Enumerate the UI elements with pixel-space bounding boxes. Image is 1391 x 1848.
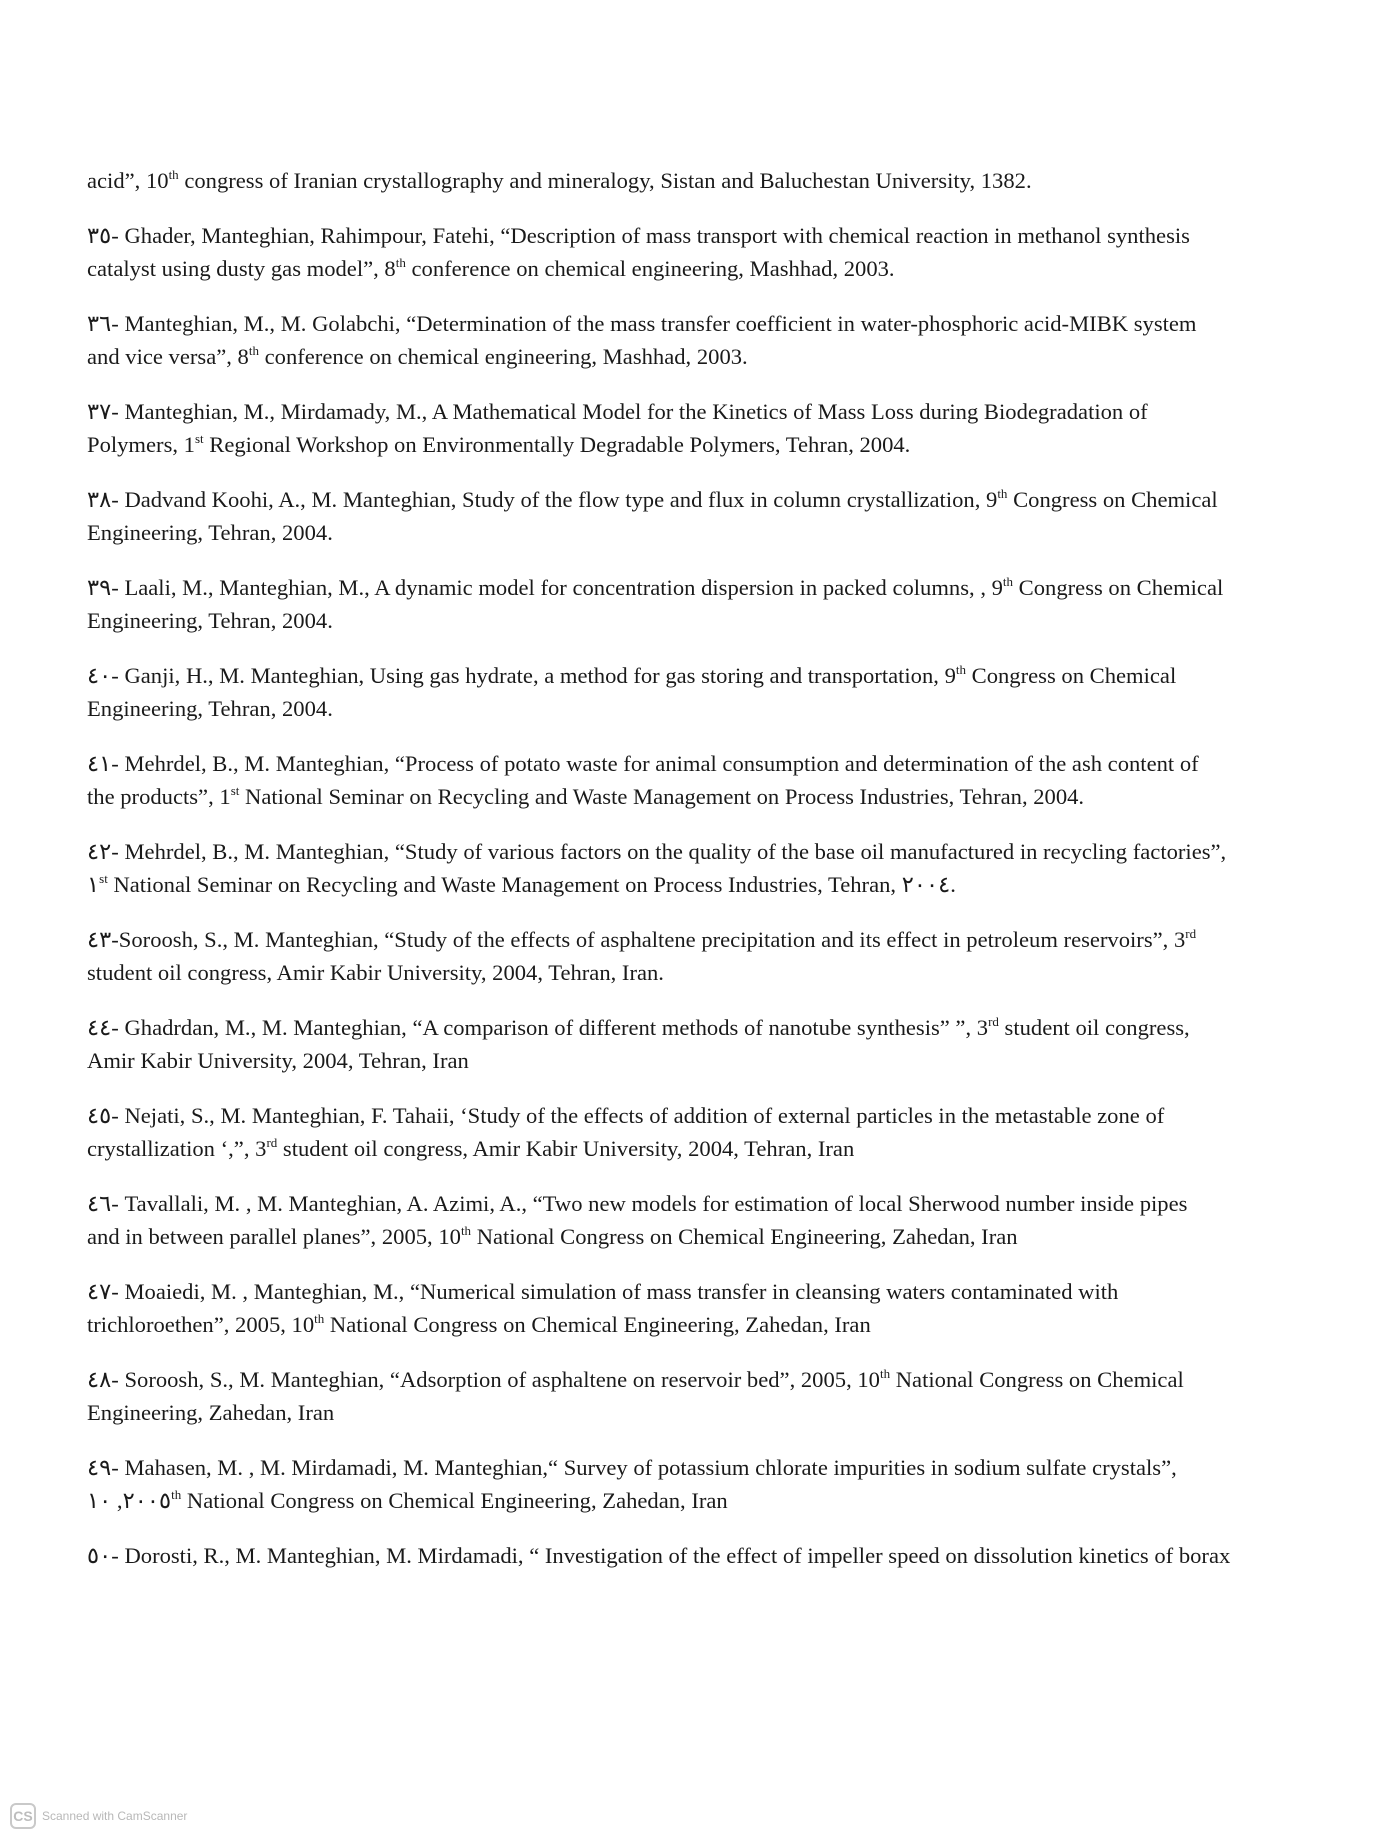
reference-entry — [87, 747, 1349, 813]
ordinal-suffix: st — [99, 871, 108, 886]
reference-text: Congress on Chemical — [1007, 487, 1218, 512]
reference-text: Congress on Chemical — [966, 663, 1177, 688]
reference-entry — [87, 1363, 1349, 1429]
reference-line — [87, 1363, 1349, 1396]
reference-text: ٣٥- Ghader, Manteghian, Rahimpour, Fatehi, “Description of mass transport with chemical reaction in methanol synthesis — [87, 223, 1190, 248]
reference-entry — [87, 219, 1349, 285]
reference-text: the products”, 1 — [87, 784, 231, 809]
reference-line — [87, 1044, 1349, 1077]
reference-line — [87, 780, 1349, 813]
ordinal-suffix: th — [955, 662, 966, 677]
document-page — [87, 164, 1349, 1594]
reference-entry — [87, 1451, 1349, 1517]
reference-text: ٣٩- Laali, M., Manteghian, M., A dynamic model for concentration dispersion in packed columns, , 9 — [87, 575, 1003, 600]
reference-text: and in between parallel planes”, 2005, 10 — [87, 1224, 461, 1249]
reference-text: Engineering, Tehran, 2004. — [87, 520, 333, 545]
reference-entry — [87, 571, 1349, 637]
reference-text: Regional Workshop on Environmentally Degradable Polymers, Tehran, 2004. — [203, 432, 911, 457]
scanner-watermark — [10, 1803, 187, 1829]
watermark-text: Scanned with CamScanner — [42, 1809, 188, 1823]
reference-entry — [87, 1275, 1349, 1341]
reference-line — [87, 307, 1349, 340]
camscanner-logo: CS — [10, 1803, 36, 1829]
reference-line — [87, 1099, 1349, 1132]
reference-text: ٤٩- Mahasen, M. , M. Mirdamadi, M. Manteghian,“ Survey of potassium chlorate impurities in sodium sulfate crystals”, — [87, 1455, 1177, 1480]
reference-text: catalyst using dusty gas model”, 8 — [87, 256, 396, 281]
reference-text: National Congress on Chemical Engineering, Zahedan, Iran — [324, 1312, 871, 1337]
reference-text: acid”, 10 — [87, 168, 169, 193]
reference-text: ٤٧- Moaiedi, M. , Manteghian, M., “Numerical simulation of mass transfer in cleansing waters contaminated with — [87, 1279, 1119, 1304]
reference-line — [87, 692, 1349, 725]
reference-text: ٤٠- Ganji, H., M. Manteghian, Using gas hydrate, a method for gas storing and transportation, 9 — [87, 663, 956, 688]
reference-line — [87, 923, 1349, 956]
reference-line — [87, 1187, 1349, 1220]
reference-line — [87, 395, 1349, 428]
reference-text: Engineering, Zahedan, Iran — [87, 1400, 335, 1425]
ordinal-suffix: st — [194, 431, 204, 446]
reference-text: National Congress on Chemical — [890, 1367, 1184, 1392]
reference-text: student oil congress, Amir Kabir University, 2004, Tehran, Iran. — [87, 960, 664, 985]
reference-text: ١ — [87, 872, 100, 897]
reference-text: student oil congress, Amir Kabir University, 2004, Tehran, Iran — [277, 1136, 855, 1161]
reference-line — [87, 516, 1349, 549]
ordinal-suffix: th — [1002, 574, 1014, 589]
reference-line — [87, 1484, 1349, 1517]
reference-text: ٣٧- Manteghian, M., Mirdamady, M., A Mathematical Model for the Kinetics of Mass Loss during Biodegradation of — [87, 399, 1148, 424]
reference-text: ٣٨- Dadvand Koohi, A., M. Manteghian, Study of the flow type and flux in column crystallization, 9 — [87, 487, 998, 512]
reference-line — [87, 1308, 1349, 1341]
reference-line — [87, 1396, 1349, 1429]
ordinal-suffix: th — [460, 1223, 472, 1238]
reference-text: National Seminar on Recycling and Waste Management on Process Industries, Tehran, ٢٠٠٤. — [107, 872, 956, 897]
ordinal-suffix: st — [230, 783, 240, 798]
ordinal-suffix: th — [168, 167, 179, 182]
reference-entry — [87, 307, 1349, 373]
reference-text: ٥٠- Dorosti, R., M. Manteghian, M. Mirdamadi, “ Investigation of the effect of impeller speed on dissolution kinetics of borax — [87, 1543, 1231, 1568]
reference-text: ٤٢- Mehrdel, B., M. Manteghian, “Study of various factors on the quality of the base oil manufactured in recycling factories”, — [87, 839, 1227, 864]
reference-entry — [87, 483, 1349, 549]
ordinal-suffix: th — [395, 255, 406, 270]
reference-line — [87, 340, 1349, 373]
reference-line — [87, 956, 1349, 989]
reference-text: ٤٨- Soroosh, S., M. Manteghian, “Adsorption of asphaltene on reservoir bed”, 2005, 10 — [87, 1367, 880, 1392]
reference-text: ٤٥- Nejati, S., M. Manteghian, F. Tahaii, ‘Study of the effects of addition of external particles in the metastable zone of — [87, 1103, 1165, 1128]
reference-entry — [87, 395, 1349, 461]
reference-line — [87, 164, 1349, 197]
ordinal-suffix: rd — [1185, 926, 1197, 941]
ordinal-suffix: rd — [988, 1014, 999, 1029]
reference-line — [87, 1275, 1349, 1308]
reference-entry — [87, 1539, 1349, 1572]
reference-text: conference on chemical engineering, Mashhad, 2003. — [258, 344, 748, 369]
ordinal-suffix: th — [314, 1311, 325, 1326]
reference-line — [87, 1539, 1349, 1572]
reference-text: Amir Kabir University, 2004, Tehran, Iran — [87, 1048, 469, 1073]
reference-text: ٤١- Mehrdel, B., M. Manteghian, “Process of potato waste for animal consumption and determination of the ash content of — [87, 751, 1199, 776]
reference-entry — [87, 659, 1349, 725]
reference-text: National Congress on Chemical Engineering, Zahedan, Iran — [471, 1224, 1018, 1249]
reference-text: ٤٣-Soroosh, S., M. Manteghian, “Study of the effects of asphaltene precipitation and its effect in petroleum reservoirs”, 3 — [87, 927, 1186, 952]
ordinal-suffix: rd — [266, 1135, 278, 1150]
reference-line — [87, 428, 1349, 461]
reference-line — [87, 571, 1349, 604]
reference-line — [87, 1451, 1349, 1484]
reference-text: National Congress on Chemical Engineering, Zahedan, Iran — [181, 1488, 728, 1513]
ordinal-suffix: th — [171, 1487, 182, 1502]
reference-entry — [87, 923, 1349, 989]
reference-text: Congress on Chemical — [1013, 575, 1224, 600]
reference-text: National Seminar on Recycling and Waste Management on Process Industries, Tehran, 2004. — [239, 784, 1085, 809]
ordinal-suffix: th — [248, 343, 259, 358]
reference-line — [87, 835, 1349, 868]
reference-text: Engineering, Tehran, 2004. — [87, 608, 333, 633]
reference-line — [87, 1220, 1349, 1253]
reference-line — [87, 747, 1349, 780]
reference-entry — [87, 164, 1349, 197]
reference-text: and vice versa”, 8 — [87, 344, 249, 369]
reference-text: conference on chemical engineering, Mashhad, 2003. — [405, 256, 895, 281]
reference-text: ٤٦- Tavallali, M. , M. Manteghian, A. Azimi, A., “Two new models for estimation of local Sherwood number inside pipes — [87, 1191, 1188, 1216]
reference-line — [87, 219, 1349, 252]
reference-line — [87, 1132, 1349, 1165]
ordinal-suffix: th — [997, 486, 1008, 501]
reference-line — [87, 1011, 1349, 1044]
reference-entry — [87, 1011, 1349, 1077]
reference-text: congress of Iranian crystallography and mineralogy, Sistan and Baluchestan University, 1382. — [178, 168, 1032, 193]
reference-entry — [87, 1099, 1349, 1165]
reference-line — [87, 868, 1349, 901]
reference-entry — [87, 1187, 1349, 1253]
reference-entry — [87, 835, 1349, 901]
reference-line — [87, 483, 1349, 516]
reference-text: trichloroethen”, 2005, 10 — [87, 1312, 315, 1337]
reference-text: student oil congress, — [998, 1015, 1190, 1040]
reference-text: Polymers, 1 — [87, 432, 195, 457]
reference-text: crystallization ‘,”, 3 — [87, 1136, 267, 1161]
reference-text: Engineering, Tehran, 2004. — [87, 696, 333, 721]
reference-line — [87, 604, 1349, 637]
reference-text: ٤٤- Ghadrdan, M., M. Manteghian, “A comparison of different methods of nanotube synthesis” ”, 3 — [87, 1015, 989, 1040]
ordinal-suffix: th — [879, 1366, 891, 1381]
reference-line — [87, 659, 1349, 692]
reference-text: ٢٠٠٥, ١٠ — [87, 1488, 172, 1513]
reference-text: ٣٦- Manteghian, M., M. Golabchi, “Determination of the mass transfer coefficient in water-phosphoric acid-MIBK system — [87, 311, 1197, 336]
reference-line — [87, 252, 1349, 285]
